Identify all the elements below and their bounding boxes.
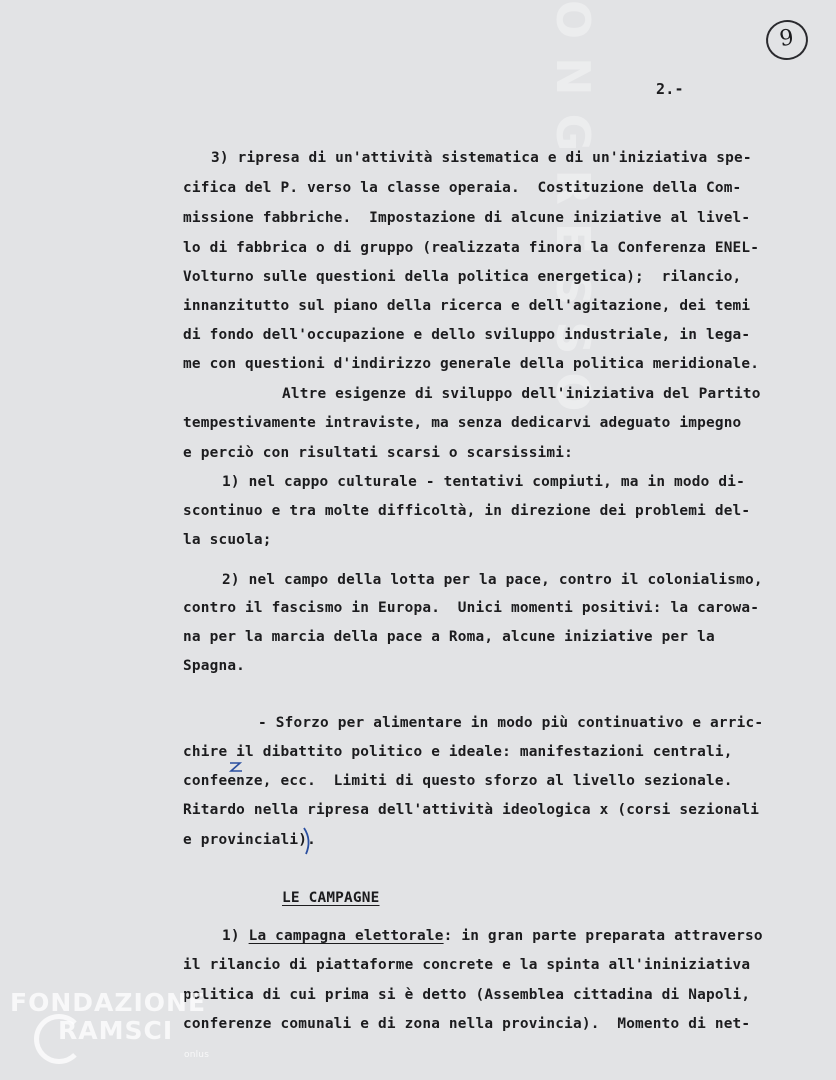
text-line: lo di fabbrica o di gruppo (realizzata finora la Conferenza ENEL- <box>183 240 760 256</box>
text-line: chire il dibattito politico e ideale: manifestazioni centrali, <box>183 744 733 760</box>
text-line: innanzitutto sul piano della ricerca e dell'agitazione, dei temi <box>183 298 751 314</box>
watermark-line3: onlus <box>184 1050 210 1060</box>
text-line: missione fabbriche. Impostazione di alcune iniziative al livel- <box>183 210 751 226</box>
underlined-title: La campagna elettorale <box>248 928 444 944</box>
text-line: la scuola; <box>183 532 272 548</box>
archive-stamp: ONGRESSO <box>546 0 600 430</box>
line-rest: : in gran parte preparata attraverso <box>443 928 763 944</box>
text-line: Volturno sulle questioni della politica energetica); rilancio, <box>183 269 742 285</box>
text-line <box>222 926 763 946</box>
watermark-line2: RAMSCI <box>58 1016 174 1045</box>
handwritten-page-number: 9 <box>763 17 810 62</box>
watermark-g-icon <box>34 1014 84 1064</box>
text-line: na per la marcia della pace a Roma, alcune iniziative per la <box>183 629 715 645</box>
text-line: 1) nel cappo culturale - tentativi compiuti, ma in modo di- <box>222 474 745 490</box>
text-line: Ritardo nella ripresa dell'attività ideologica x (corsi sezionali <box>183 802 760 818</box>
text-line: tempestivamente intraviste, ma senza dedicarvi adeguato impegno <box>183 415 742 431</box>
text-line: di fondo dell'occupazione e dello sviluppo industriale, in lega- <box>183 327 751 343</box>
text-line: me con questioni d'indirizzo generale della politica meridionale. <box>183 356 760 372</box>
text-line: scontinuo e tra molte difficoltà, in direzione dei problemi del- <box>183 503 751 519</box>
text-line: politica di cui prima si è detto (Assemblea cittadina di Napoli, <box>183 987 751 1003</box>
text-line: Spagna. <box>183 658 246 674</box>
list-marker: 1) <box>222 928 249 944</box>
fondazione-gramsci-watermark <box>10 980 210 1080</box>
page-number: 2.- <box>656 80 684 98</box>
text-line: il rilancio di piattaforme concrete e la spinta all'ininiziativa <box>183 957 751 973</box>
text-line: - Sforzo per alimentare in modo più continuativo e arric- <box>258 715 764 731</box>
text-line: conferenze comunali e di zona nella provincia). Momento di net- <box>183 1016 751 1032</box>
text-line: 2) nel campo della lotta per la pace, contro il colonialismo, <box>222 572 763 588</box>
text-line: 3) ripresa di un'attività sistematica e di un'iniziativa spe- <box>211 150 752 166</box>
text-line: contro il fascismo in Europa. Unici momenti positivi: la carowa- <box>183 600 760 616</box>
text-line: Altre esigenze di sviluppo dell'iniziativa del Partito <box>282 386 761 402</box>
text-line: e provinciali). <box>183 832 316 848</box>
text-line: cifica del P. verso la classe operaia. Costituzione della Com- <box>183 180 742 196</box>
text-line: e perciò con risultati scarsi o scarsissimi: <box>183 445 574 461</box>
watermark-line1: FONDAZIONE <box>10 988 207 1017</box>
section-heading: LE CAMPAGNE <box>282 890 380 906</box>
text-line: confeenze, ecc. Limiti di questo sforzo al livello sezionale. <box>183 773 733 789</box>
